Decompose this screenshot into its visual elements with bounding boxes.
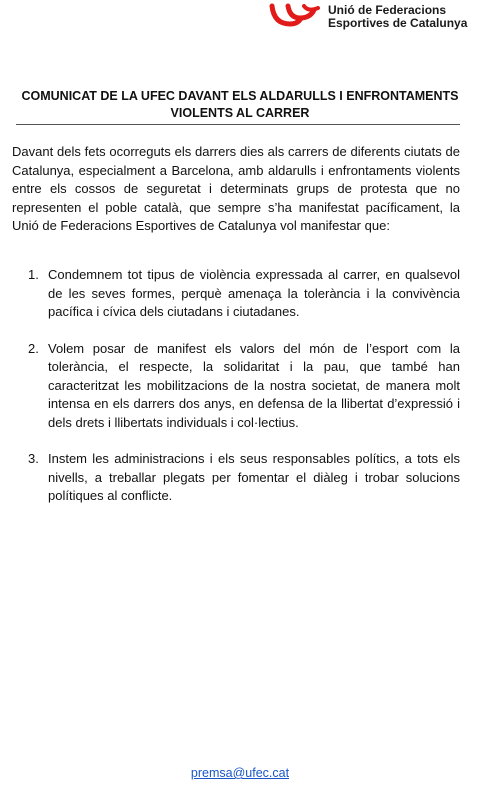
document-title-line2: VIOLENTS AL CARRER — [170, 106, 310, 120]
organization-name-line2: Esportives de Catalunya — [328, 16, 468, 30]
list-item-text: Condemnem tot tipus de violència expressada al carrer, en qualsevol de les seves formes, perquè amenaça la tolerància i la convivència pacífica i cívica dels ciutadans i ciutadanes. — [48, 267, 460, 319]
document-title — [16, 88, 464, 122]
statement-list — [12, 266, 460, 506]
list-item-number: 1. — [28, 267, 39, 282]
list-item-text: Volem posar de manifest els valors del món de l’esport com la tolerància, el respecte, la solidaritat i la pau, que també han caracteritzat les mobilitzacions de la nostra societat, de manera molt intensa en els darrers dos anys, en defensa de la llibertat d’expressió i dels drets i llibertats individuals i col·lectius. — [48, 340, 460, 430]
list-item-number: 2. — [28, 340, 39, 356]
list-item — [12, 340, 460, 433]
list-item-text: Instem les administracions i els seus responsables polítics, a tots els nivells, a treballar plegats per fomentar el diàleg i trobar solucions polítiques al conflicte. — [48, 451, 460, 503]
press-email-link[interactable]: premsa@ufec.cat — [190, 766, 290, 780]
ufec-logo-icon — [268, 2, 322, 30]
organization-name-line1: Unió de Federacions — [328, 3, 447, 17]
document-title-line1: COMUNICAT DE LA UFEC DAVANT ELS ALDARULLS I ENFRONTAMENTS — [21, 89, 459, 103]
ufec-logo — [268, 2, 478, 32]
intro-paragraph: Davant dels fets ocorreguts els darrers dies als carrers de diferents ciutats de Catalunya, especialment a Barcelona, amb aldarulls i enfrontaments violents entre els cossos de seguretat i determinats grups de protesta que no representen el poble català, que sempre s’ha manifestat pacíficament, la Unió de Federacions Esportives de Catalunya vol manifestar que: — [12, 144, 460, 233]
list-item — [12, 450, 460, 506]
list-item-number: 3. — [28, 451, 39, 466]
title-divider — [16, 124, 460, 125]
list-item — [12, 266, 460, 322]
organization-name — [328, 4, 467, 30]
